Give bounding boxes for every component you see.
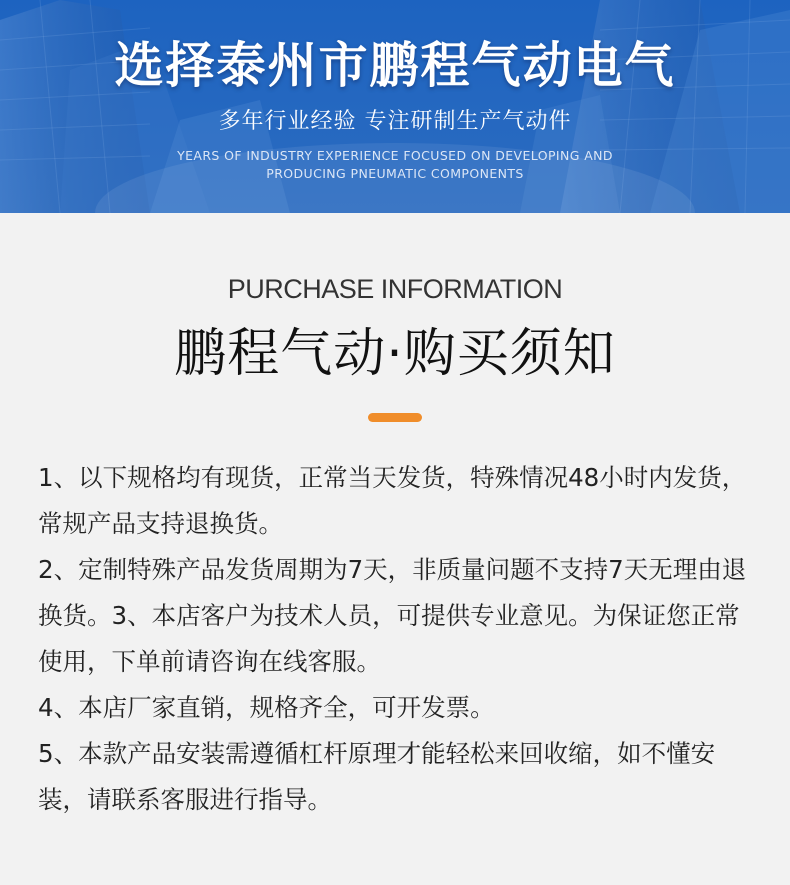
header-banner bbox=[0, 0, 790, 213]
purchase-note-item: 5、本款产品安装需遵循杠杆原理才能轻松来回收缩，如不懂安装，请联系客服进行指导。 bbox=[38, 739, 716, 814]
section-title: 鹏程气动·购买须知 bbox=[174, 324, 616, 384]
purchase-notes-list bbox=[38, 455, 753, 823]
banner-subtitle: 多年行业经验 专注研制生产气动件 bbox=[218, 109, 572, 134]
purchase-note-item: 4、本店厂家直销，规格齐全，可开发票。 bbox=[38, 693, 495, 722]
banner-title: 选择泰州市鹏程气动电气 bbox=[114, 37, 676, 94]
purchase-note-item: 1、以下规格均有现货，正常当天发货，特殊情况48小时内发货，常规产品支持退换货。 bbox=[38, 463, 747, 538]
banner-english-tagline: YEARS OF INDUSTRY EXPERIENCE FOCUSED ON DEVELOPING AND PRODUCING PNEUMATIC COMPONENTS bbox=[177, 148, 613, 181]
title-accent-bar bbox=[368, 413, 422, 422]
section-english-heading: PURCHASE INFORMATION bbox=[227, 274, 563, 304]
purchase-note-item: 2、定制特殊产品发货周期为7天，非质量问题不支持7天无理由退换货。3、本店客户为技术人员，可提供专业意见。为保证您正常使用，下单前请咨询在线客服。 bbox=[38, 555, 747, 676]
